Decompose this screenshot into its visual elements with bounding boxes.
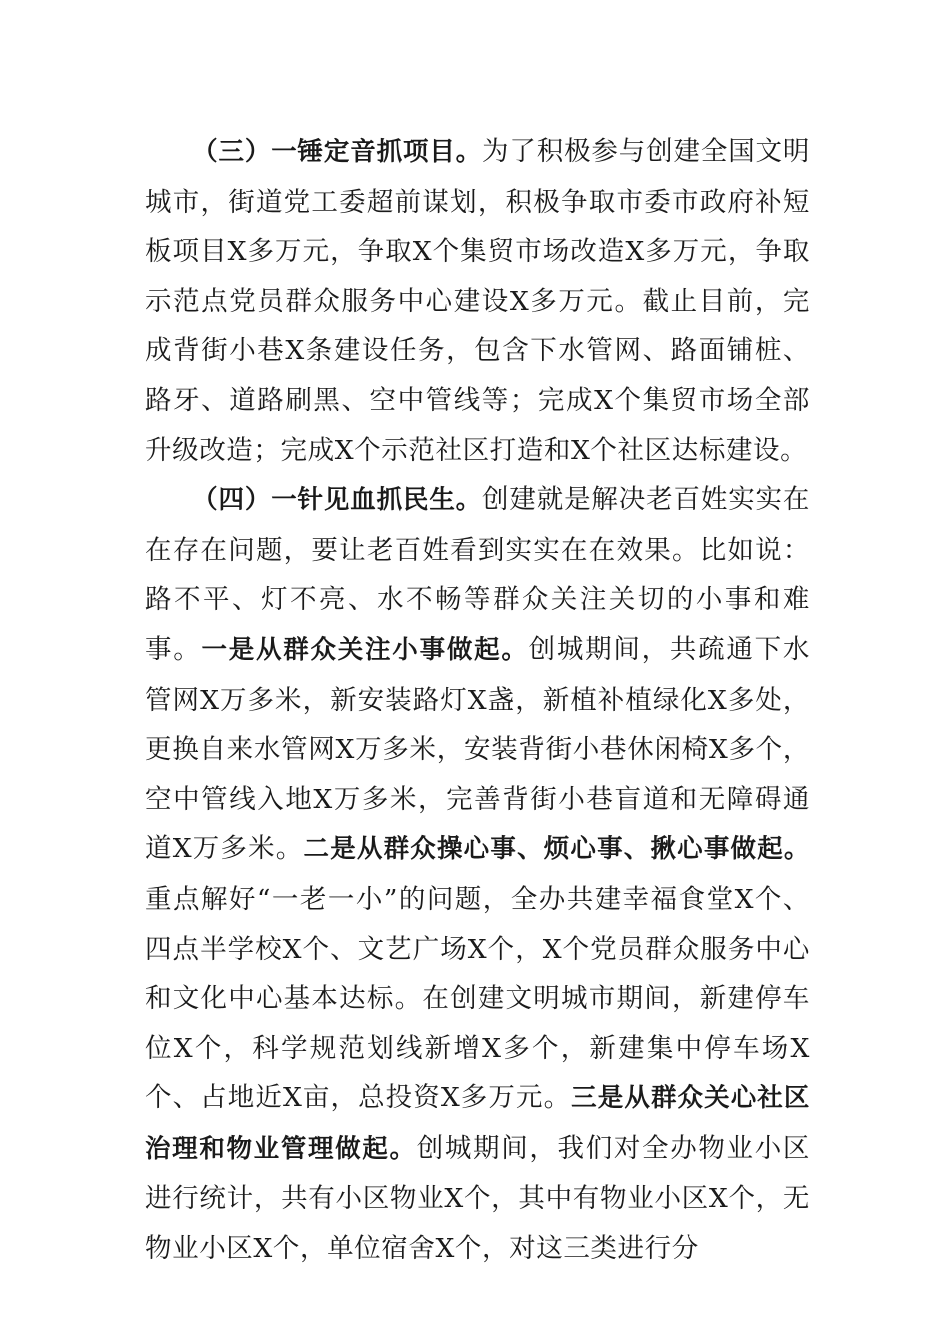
paragraph-section-4	[145, 475, 810, 1274]
section-3-heading: （三）一锤定音抓项目。	[192, 137, 483, 167]
section-4-heading: （四）一针见血抓民生。	[192, 485, 483, 516]
point-3-body: 创城期间，我们对全办物业小区进行统计，共有小区物业X个，其中有物业小区X个，无物业小区X个，单位宿舍X个，对这三类进行分	[145, 1132, 810, 1265]
point-2-heading: 二是从群众操心事、烦心事、揪心事做起。	[303, 834, 810, 865]
point-1-body: 创城期间，共疏通下水管网X万多米，新安装路灯X盏，新植补植绿化X多处，更换自来水管网X万多米，安装背街小巷休闲椅X多个，空中管线入地X万多米，完善背街小巷盲道和无障碍通道X万多米。	[145, 633, 810, 865]
paragraph-section-3	[145, 127, 810, 475]
point-2-body: 重点解好“一老一小”的问题，全办共建幸福食堂X个、四点半学校X个、文艺广场X个，X个党员群众服务中心和文化中心基本达标。在创建文明城市期间，新建停车位X个，科学规范划线新增X多个，新建集中停车场X个、占地近X亩，总投资X多万元。	[145, 883, 810, 1114]
section-4-intro: 创建就是解决老百姓实实在在存在问题，要让老百姓看到实实在在效果。比如说：路不平、灯不亮、水不畅等群众关注关切的小事和难事。	[145, 484, 810, 665]
point-3-heading: 三是从群众关心社区治理和物业管理做起。	[145, 1083, 810, 1164]
section-3-body: 为了积极参与创建全国文明城市，街道党工委超前谋划，积极争取市委市政府补短板项目X多万元，争取X个集贸市场改造X多万元，争取示范点党员群众服务中心建设X多万元。截止目前，完成背街小巷X条建设任务，包含下水管网、路面铺桩、路牙、道路刷黑、空中管线等；完成X个集贸市场全部升级改造；完成X个示范社区打造和X个社区达标建设。	[145, 136, 810, 466]
document-page	[145, 127, 810, 1274]
point-1-heading: 一是从群众关注小事做起。	[201, 634, 529, 665]
